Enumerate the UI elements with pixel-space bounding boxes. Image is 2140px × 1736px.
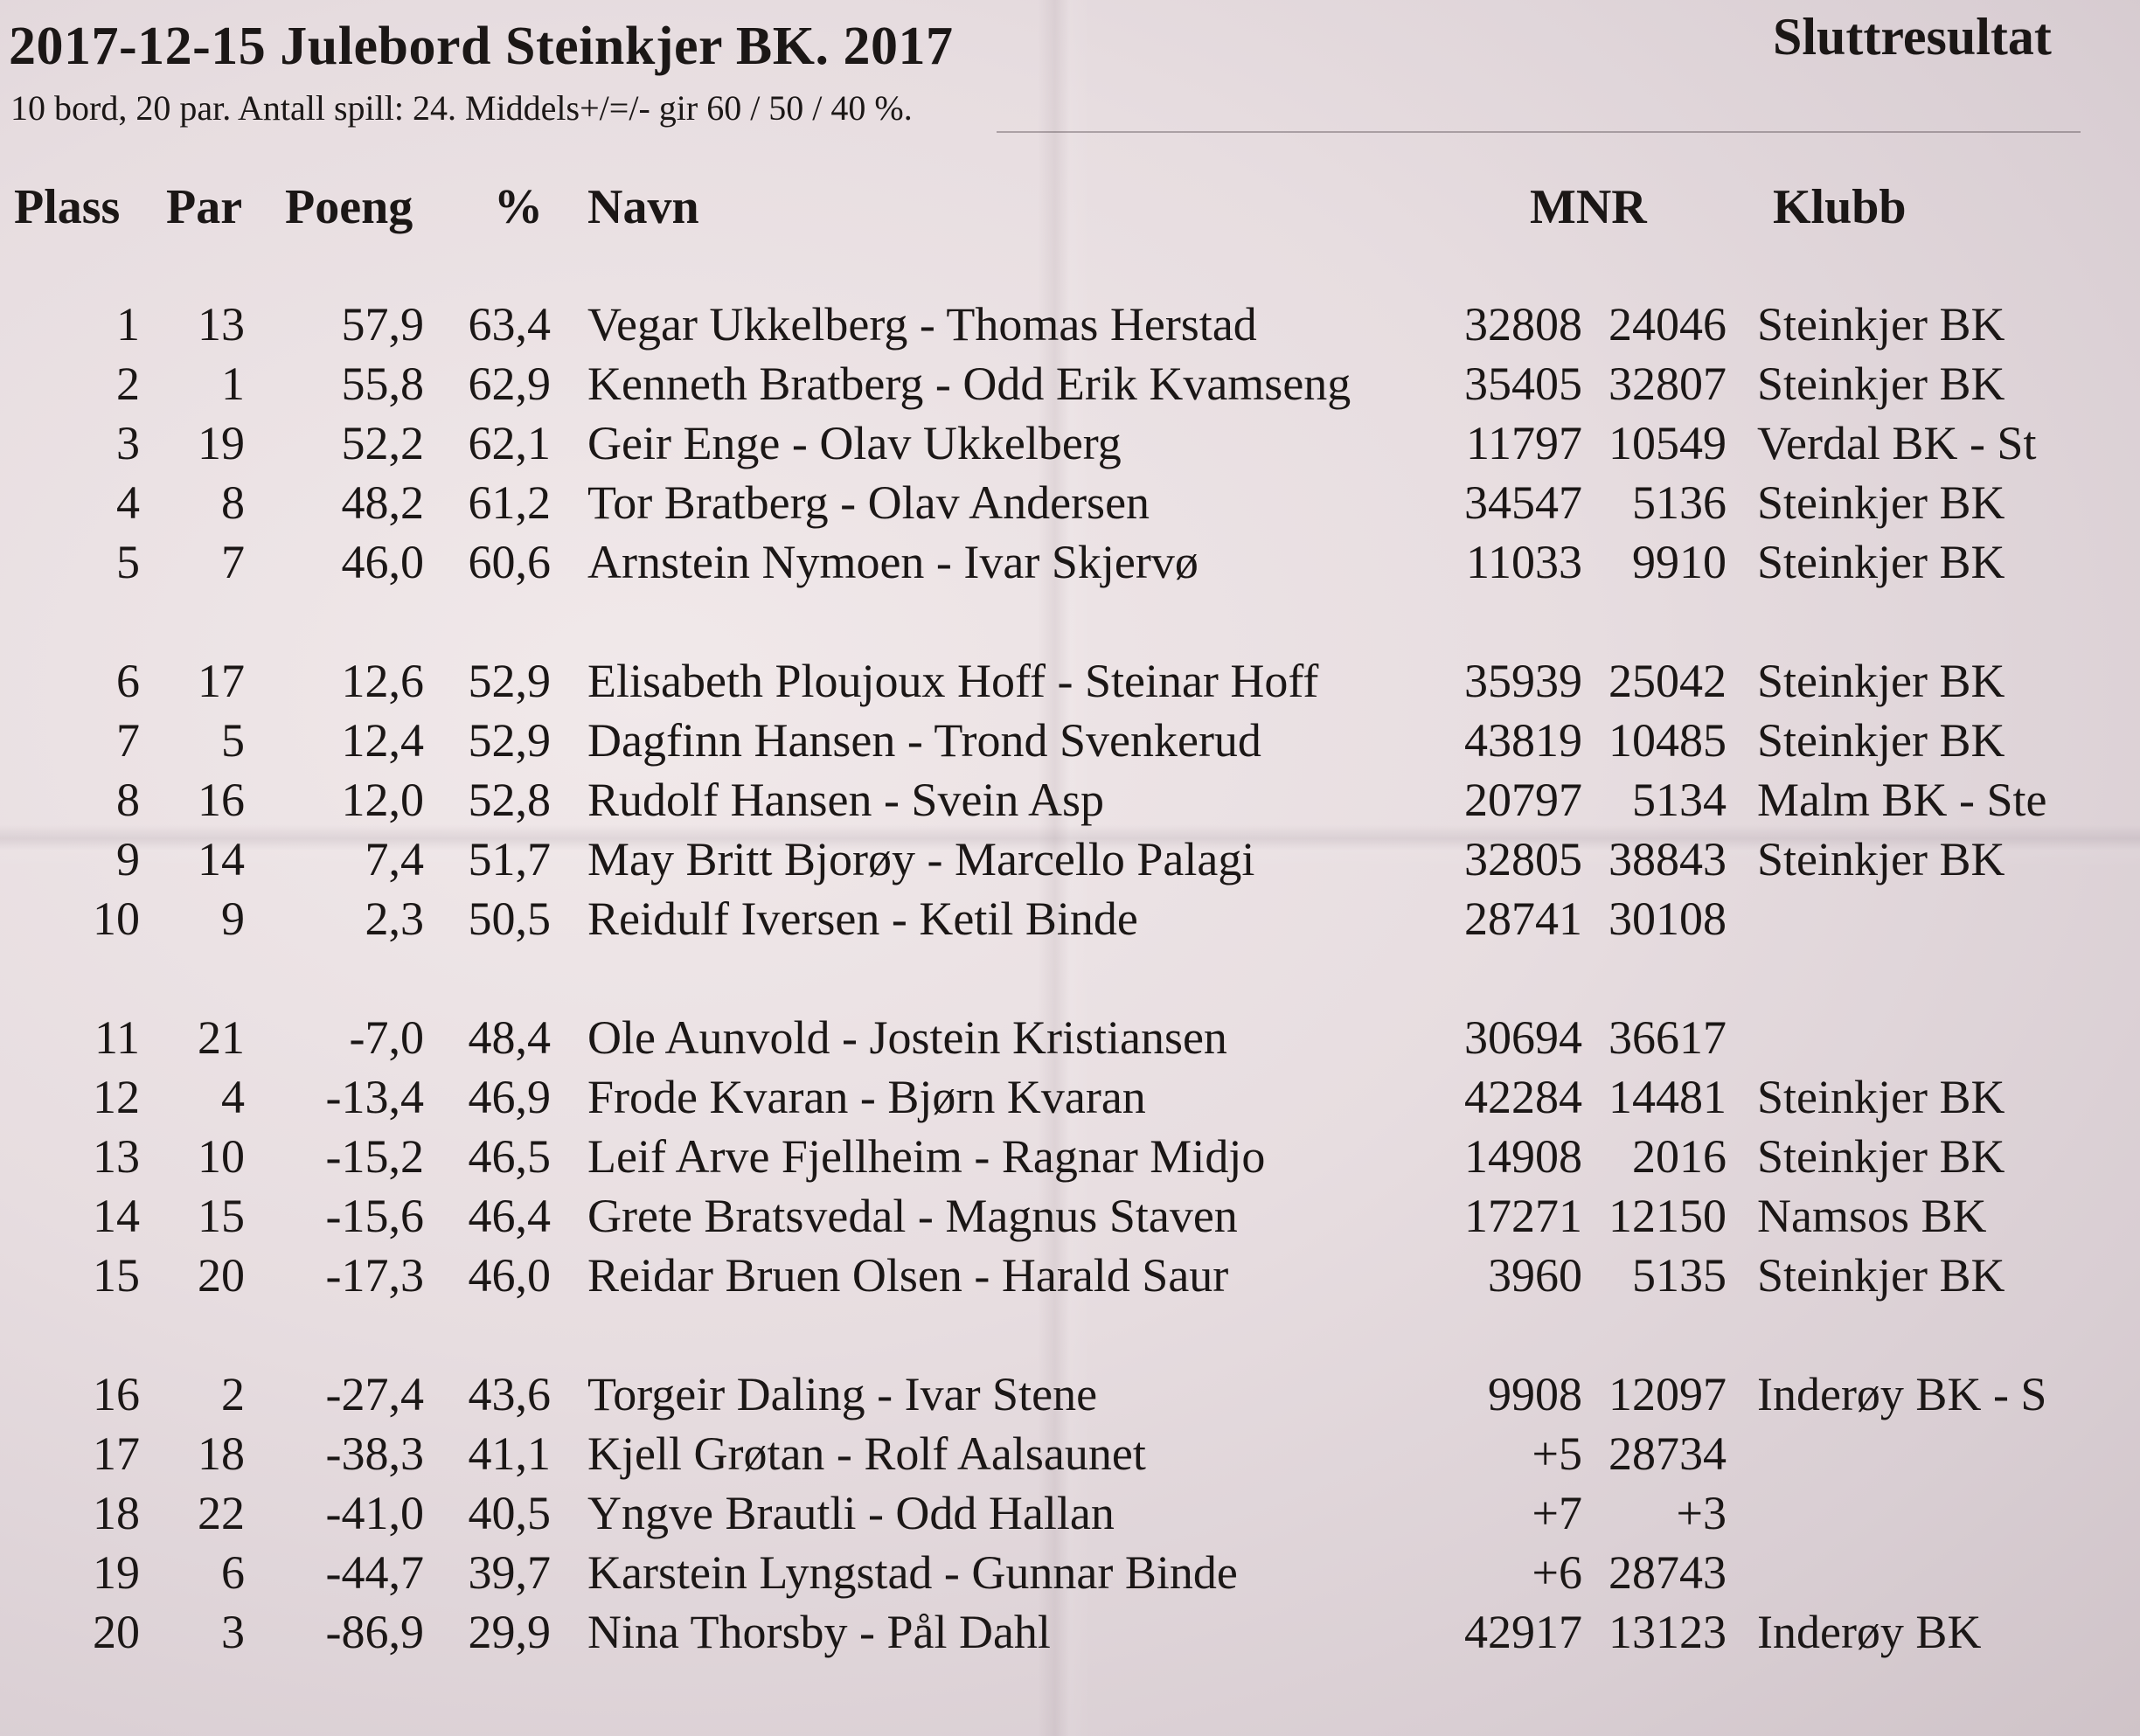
result-club: Steinkjer BK — [1757, 1130, 2005, 1183]
result-place: 10 — [93, 892, 140, 945]
result-points: -7,0 — [349, 1011, 424, 1064]
column-header-klubb: Klubb — [1773, 180, 1907, 234]
result-mnr-player2: 32807 — [1608, 358, 1727, 410]
result-pair: 7 — [221, 536, 245, 588]
table-row — [0, 773, 2140, 830]
table-row — [0, 1070, 2140, 1128]
result-names: Nina Thorsby - Pål Dahl — [587, 1606, 1051, 1658]
result-percent: 39,7 — [468, 1546, 551, 1599]
result-place: 17 — [93, 1427, 140, 1480]
result-mnr-player1: 28741 — [1464, 892, 1582, 945]
result-points: 12,4 — [341, 714, 424, 767]
table-row — [0, 297, 2140, 355]
result-names: Dagfinn Hansen - Trond Svenkerud — [587, 714, 1261, 767]
result-points: 2,3 — [365, 892, 424, 945]
column-header-mnr: MNR — [1530, 180, 1647, 234]
table-row — [0, 1367, 2140, 1425]
result-place: 7 — [116, 714, 140, 767]
result-mnr-player2: 30108 — [1608, 892, 1727, 945]
result-place: 9 — [116, 833, 140, 885]
result-club: Steinkjer BK — [1757, 1249, 2005, 1302]
result-place: 20 — [93, 1606, 140, 1658]
table-row — [0, 1605, 2140, 1663]
result-mnr-player2: 28734 — [1608, 1427, 1727, 1480]
result-mnr-player1: 43819 — [1464, 714, 1582, 767]
table-row — [0, 535, 2140, 593]
result-mnr-player2: 10485 — [1608, 714, 1727, 767]
result-mnr-player1: 3960 — [1488, 1249, 1582, 1302]
table-row — [0, 476, 2140, 533]
result-pair: 16 — [198, 774, 245, 826]
result-percent: 46,9 — [468, 1071, 551, 1123]
table-row — [0, 892, 2140, 949]
result-percent: 50,5 — [468, 892, 551, 945]
result-points: 48,2 — [341, 476, 424, 529]
column-header-percent: % — [494, 180, 543, 234]
result-mnr-player2: 9910 — [1632, 536, 1727, 588]
result-percent: 41,1 — [468, 1427, 551, 1480]
result-points: -27,4 — [325, 1368, 424, 1420]
result-percent: 46,4 — [468, 1190, 551, 1242]
result-percent: 43,6 — [468, 1368, 551, 1420]
result-club: Steinkjer BK — [1757, 358, 2005, 410]
result-pair: 20 — [198, 1249, 245, 1302]
result-mnr-player2: 14481 — [1608, 1071, 1727, 1123]
header-divider — [997, 131, 2081, 133]
result-place: 16 — [93, 1368, 140, 1420]
result-mnr-player2: 24046 — [1608, 298, 1727, 351]
result-mnr-player1: 42917 — [1464, 1606, 1582, 1658]
table-row — [0, 1427, 2140, 1484]
result-percent: 46,0 — [468, 1249, 551, 1302]
result-percent: 29,9 — [468, 1606, 551, 1658]
result-names: Vegar Ukkelberg - Thomas Herstad — [587, 298, 1257, 351]
result-club: Inderøy BK - S — [1757, 1368, 2047, 1420]
result-place: 5 — [116, 536, 140, 588]
result-points: 7,4 — [365, 833, 424, 885]
result-pair: 17 — [198, 655, 245, 707]
result-percent: 52,9 — [468, 714, 551, 767]
result-points: 12,6 — [341, 655, 424, 707]
result-pair: 21 — [198, 1011, 245, 1064]
result-points: -13,4 — [325, 1071, 424, 1123]
result-mnr-player2: 13123 — [1608, 1606, 1727, 1658]
result-percent: 51,7 — [468, 833, 551, 885]
table-row — [0, 1129, 2140, 1187]
result-mnr-player1: 30694 — [1464, 1011, 1582, 1064]
result-names: Reidar Bruen Olsen - Harald Saur — [587, 1249, 1229, 1302]
result-mnr-player2: 12097 — [1608, 1368, 1727, 1420]
result-mnr-player1: +7 — [1532, 1487, 1582, 1539]
result-pair: 1 — [221, 358, 245, 410]
result-place: 15 — [93, 1249, 140, 1302]
result-pair: 6 — [221, 1546, 245, 1599]
result-points: 52,2 — [341, 417, 424, 469]
result-place: 6 — [116, 655, 140, 707]
result-mnr-player1: 32805 — [1464, 833, 1582, 885]
result-club: Steinkjer BK — [1757, 476, 2005, 529]
result-pair: 5 — [221, 714, 245, 767]
table-row — [0, 357, 2140, 414]
result-points: -44,7 — [325, 1546, 424, 1599]
result-club: Malm BK - Ste — [1757, 774, 2047, 826]
result-names: Torgeir Daling - Ivar Stene — [587, 1368, 1098, 1420]
table-row — [0, 654, 2140, 712]
result-place: 19 — [93, 1546, 140, 1599]
result-mnr-player2: 28743 — [1608, 1546, 1727, 1599]
result-points: -38,3 — [325, 1427, 424, 1480]
result-names: Grete Bratsvedal - Magnus Staven — [587, 1190, 1238, 1242]
result-mnr-player2: 38843 — [1608, 833, 1727, 885]
result-mnr-player2: 2016 — [1632, 1130, 1727, 1183]
result-mnr-player2: 5135 — [1632, 1249, 1727, 1302]
table-row — [0, 832, 2140, 890]
table-row — [0, 1545, 2140, 1603]
result-mnr-player1: +5 — [1532, 1427, 1582, 1480]
result-points: -17,3 — [325, 1249, 424, 1302]
result-names: Leif Arve Fjellheim - Ragnar Midjo — [587, 1130, 1266, 1183]
result-points: -15,2 — [325, 1130, 424, 1183]
column-header-plass: Plass — [14, 180, 121, 234]
result-pair: 14 — [198, 833, 245, 885]
result-place: 12 — [93, 1071, 140, 1123]
result-percent: 48,4 — [468, 1011, 551, 1064]
result-place: 11 — [94, 1011, 140, 1064]
result-pair: 19 — [198, 417, 245, 469]
result-pair: 9 — [221, 892, 245, 945]
result-mnr-player1: 11797 — [1466, 417, 1582, 469]
result-pair: 8 — [221, 476, 245, 529]
result-mnr-player1: 20797 — [1464, 774, 1582, 826]
result-club: Steinkjer BK — [1757, 1071, 2005, 1123]
result-pair: 15 — [198, 1190, 245, 1242]
result-percent: 60,6 — [468, 536, 551, 588]
result-club: Steinkjer BK — [1757, 536, 2005, 588]
result-place: 1 — [116, 298, 140, 351]
result-points: -15,6 — [325, 1190, 424, 1242]
result-club: Steinkjer BK — [1757, 655, 2005, 707]
result-place: 4 — [116, 476, 140, 529]
result-mnr-player1: 35405 — [1464, 358, 1582, 410]
result-points: 46,0 — [341, 536, 424, 588]
result-percent: 62,1 — [468, 417, 551, 469]
result-names: Yngve Brautli - Odd Hallan — [587, 1487, 1115, 1539]
result-names: Karstein Lyngstad - Gunnar Binde — [587, 1546, 1238, 1599]
table-row — [0, 1010, 2140, 1068]
result-percent: 52,9 — [468, 655, 551, 707]
result-points: -86,9 — [325, 1606, 424, 1658]
result-names: Ole Aunvold - Jostein Kristiansen — [587, 1011, 1227, 1064]
result-names: Kenneth Bratberg - Odd Erik Kvamseng — [587, 358, 1351, 410]
result-mnr-player1: 42284 — [1464, 1071, 1582, 1123]
table-row — [0, 1486, 2140, 1544]
result-names: Reidulf Iversen - Ketil Binde — [587, 892, 1138, 945]
table-row — [0, 1189, 2140, 1246]
result-mnr-player1: 11033 — [1466, 536, 1582, 588]
result-place: 2 — [116, 358, 140, 410]
column-header-par: Par — [166, 180, 243, 234]
result-pair: 22 — [198, 1487, 245, 1539]
result-percent: 62,9 — [468, 358, 551, 410]
result-names: Kjell Grøtan - Rolf Aalsaunet — [587, 1427, 1146, 1480]
result-pair: 3 — [221, 1606, 245, 1658]
result-place: 13 — [93, 1130, 140, 1183]
result-club: Steinkjer BK — [1757, 298, 2005, 351]
result-percent: 46,5 — [468, 1130, 551, 1183]
result-mnr-player2: 10549 — [1608, 417, 1727, 469]
result-names: Tor Bratberg - Olav Andersen — [587, 476, 1150, 529]
document-title: 2017-12-15 Julebord Steinkjer BK. 2017 — [9, 17, 954, 76]
tournament-info: 10 bord, 20 par. Antall spill: 24. Middels+/=/- gir 60 / 50 / 40 %. — [10, 88, 913, 128]
result-mnr-player1: 35939 — [1464, 655, 1582, 707]
result-mnr-player2: 5134 — [1632, 774, 1727, 826]
table-row — [0, 1248, 2140, 1306]
result-mnr-player1: 9908 — [1488, 1368, 1582, 1420]
result-names: Elisabeth Ploujoux Hoff - Steinar Hoff — [587, 655, 1319, 707]
table-row — [0, 713, 2140, 771]
result-club: Steinkjer BK — [1757, 714, 2005, 767]
result-names: Geir Enge - Olav Ukkelberg — [587, 417, 1122, 469]
result-names: Rudolf Hansen - Svein Asp — [587, 774, 1104, 826]
result-place: 3 — [116, 417, 140, 469]
result-club: Steinkjer BK — [1757, 833, 2005, 885]
result-names: Arnstein Nymoen - Ivar Skjervø — [587, 536, 1199, 588]
result-place: 14 — [93, 1190, 140, 1242]
column-header-poeng: Poeng — [285, 180, 413, 234]
result-mnr-player1: 14908 — [1464, 1130, 1582, 1183]
table-row — [0, 416, 2140, 474]
result-pair: 2 — [221, 1368, 245, 1420]
result-mnr-player2: 5136 — [1632, 476, 1727, 529]
result-mnr-player1: +6 — [1532, 1546, 1582, 1599]
result-names: Frode Kvaran - Bjørn Kvaran — [587, 1071, 1146, 1123]
result-pair: 10 — [198, 1130, 245, 1183]
result-percent: 52,8 — [468, 774, 551, 826]
result-points: 55,8 — [341, 358, 424, 410]
result-pair: 18 — [198, 1427, 245, 1480]
result-mnr-player1: 17271 — [1464, 1190, 1582, 1242]
result-percent: 61,2 — [468, 476, 551, 529]
result-pair: 4 — [221, 1071, 245, 1123]
result-percent: 40,5 — [468, 1487, 551, 1539]
result-status: Sluttresultat — [1773, 8, 2052, 66]
result-mnr-player2: 25042 — [1608, 655, 1727, 707]
result-mnr-player1: 32808 — [1464, 298, 1582, 351]
result-points: 12,0 — [341, 774, 424, 826]
result-club: Inderøy BK — [1757, 1606, 1982, 1658]
result-percent: 63,4 — [468, 298, 551, 351]
result-pair: 13 — [198, 298, 245, 351]
result-points: -41,0 — [325, 1487, 424, 1539]
column-header-navn: Navn — [587, 180, 699, 234]
result-place: 18 — [93, 1487, 140, 1539]
result-points: 57,9 — [341, 298, 424, 351]
result-names: May Britt Bjorøy - Marcello Palagi — [587, 833, 1255, 885]
result-mnr-player1: 34547 — [1464, 476, 1582, 529]
result-mnr-player2: 12150 — [1608, 1190, 1727, 1242]
result-mnr-player2: 36617 — [1608, 1011, 1727, 1064]
result-place: 8 — [116, 774, 140, 826]
result-club: Verdal BK - St — [1757, 417, 2037, 469]
result-club: Namsos BK — [1757, 1190, 1987, 1242]
result-mnr-player2: +3 — [1676, 1487, 1727, 1539]
